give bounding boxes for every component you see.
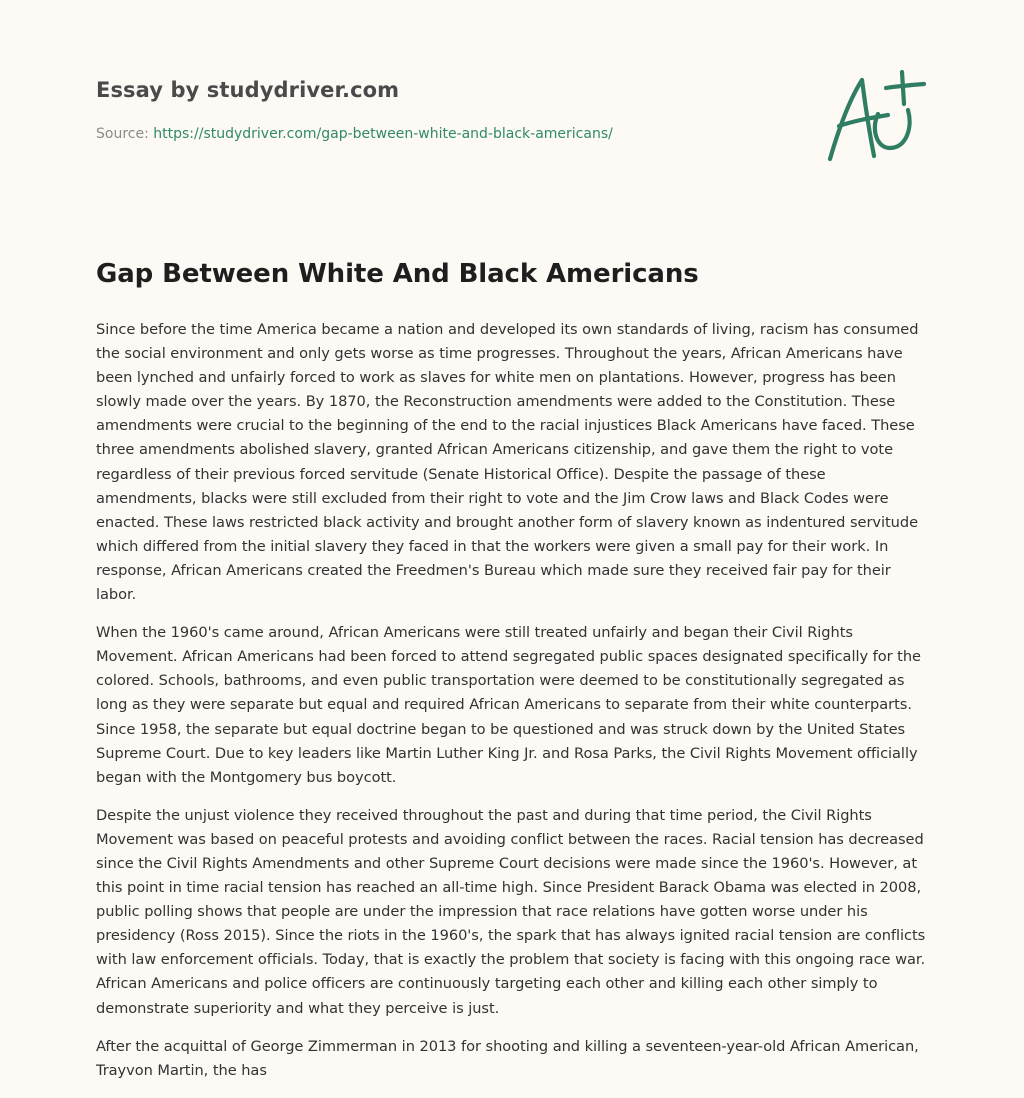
essay-paragraph: Despite the unjust violence they received throughout the past and during that time period, the Civil Rights Movement was based on peaceful protests and avoiding conflict between the races. Racial tension has decreased since the Civil Rights Amendments and other Supreme Court decisions were made since the 1960's. However, at this point in time racial tension has reached an all-time high. Since President Barack Obama was elected in 2008, public polling shows that people are under the impression that race relations have gotten worse under his presidency (Ross 2015). Since the riots in the 1960's, the spark that has always ignited racial tension are conflicts with law enforcement officials. Today, that is exactly the problem that society is facing with this ongoing race war. African Americans and police officers are continuously targeting each other and killing each other simply to demonstrate superiority and what they perceive is just. [96,806,926,1017]
essay-paragraph: Since before the time America became a nation and developed its own standards of living, racism has consumed the social environment and only gets worse as time progresses. Throughout the years, African Americans have been lynched and unfairly forced to work as slaves for white men on plantations. However, progress has been slowly made over the years. By 1870, the Reconstruction amendments were added to the Constitution. These amendments were crucial to the beginning of the end to the racial injustices Black Americans have faced. These three amendments abolished slavery, granted African Americans citizenship, and gave them the right to vote regardless of their previous forced servitude (Senate Historical Office). Despite the passage of these amendments, blacks were still excluded from their right to vote and the Jim Crow laws and Black Codes were enacted. These laws restricted black activity and brought another form of slavery known as indentured servitude which differed from the initial slavery they faced in that the workers were given a small pay for their work. In response, African Americans created the Freedmen's Bureau which made sure they received fair pay for their labor. [96,321,919,604]
source-link[interactable]: https://studydriver.com/gap-between-white-and-black-americans/ [153,126,613,142]
a-plus-logo-icon [820,68,930,164]
page-header [96,76,796,144]
essay-content [96,254,930,1097]
source-line [96,124,796,144]
essay-title: Gap Between White And Black Americans [96,259,699,289]
essay-paragraph: When the 1960's came around, African Americans were still treated unfairly and began their Civil Rights Movement. African Americans had been forced to attend segregated public spaces designated specifically for the colored. Schools, bathrooms, and even public transportation were deemed to be constitutionally segregated as long as they were separate but equal and required African Americans to separate from their white counterparts. Since 1958, the separate but equal doctrine began to be questioned and was struck down by the United States Supreme Court. Due to key leaders like Martin Luther King Jr. and Rosa Parks, the Civil Rights Movement officially began with the Montgomery bus boycott. [96,624,921,786]
essay-paragraph: After the acquittal of George Zimmerman in 2013 for shooting and killing a seventeen-year-old African American, Trayvon Martin, the has [96,1037,919,1079]
site-title: Essay by studydriver.com [96,78,400,102]
source-label: Source: [96,126,149,142]
